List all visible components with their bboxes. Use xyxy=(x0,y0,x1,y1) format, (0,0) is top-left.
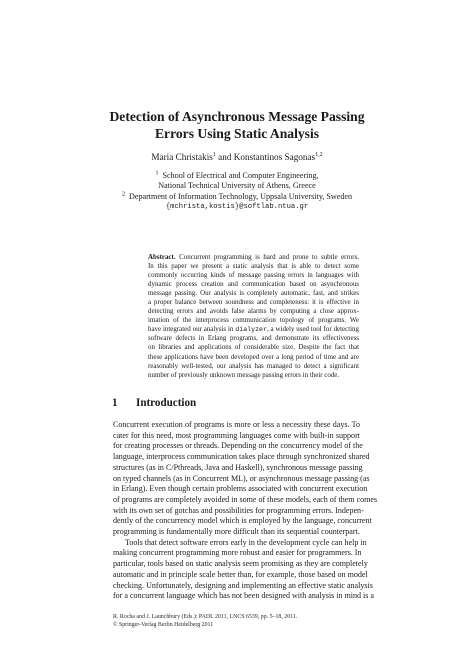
abstract-line: have integrated our analysis in dialyzer, a widely used tool for detecting xyxy=(148,325,359,334)
body-line: programming is fundamentally more difficult than its sequential counterpart. xyxy=(113,527,360,537)
abstract-line: detecting errors and avoids false alarms by computing a close approx- xyxy=(148,307,359,316)
affiliation-1-text-1: School of Electrical and Computer Engineering, xyxy=(162,171,319,180)
section-number: 1 xyxy=(112,397,118,409)
body-line: on typed channels (as in Concurrent ML), or asynchronous message passing (as xyxy=(113,473,370,483)
citation-line: R. Rocha and J. Launchbury (Eds.): PADL 2011, LNCS 6539, pp. 5–18, 2011. xyxy=(113,614,298,620)
abstract-line: number of previously unknown message passing errors in their code. xyxy=(148,370,340,379)
section-heading xyxy=(112,396,196,410)
body-line: automatic and in principle scale better than, for example, those based on model xyxy=(113,569,368,579)
body-line: for creating processes or threads. Depending on the concurrency model of the xyxy=(113,441,363,451)
abstract-line: reasonably well-tested, our analysis has managed to detect a significant xyxy=(148,361,359,370)
body-line: of programs are completely avoided in some of these models, each of them comes xyxy=(113,494,378,504)
affiliation-2-text: Department of Information Technology, Uppsala University, Sweden xyxy=(129,191,353,201)
abstract-line: Abstract. Concurrent programming is hard and prone to subtle errors. xyxy=(148,253,360,261)
body-line: for a concurrent language which has not been designed with analysis in mind is a xyxy=(113,591,375,601)
author-emails: {mchrista,kostis}@softlab.ntua.gr xyxy=(165,203,309,212)
author-1-affil-mark: 1 xyxy=(212,151,216,158)
affiliation-1-line-1 xyxy=(0,171,474,181)
affiliation-2-mark: 2 xyxy=(121,191,125,198)
abstract-line: commonly occurring kinds of message passing errors in languages with xyxy=(148,271,359,280)
section-title: Introduction xyxy=(136,397,197,409)
tool-name-dialyzer: dialyzer xyxy=(235,326,267,334)
abstract-line: imation of the interprocess communication topology of programs. We xyxy=(148,316,359,325)
title-line-2: Errors Using Static Analysis xyxy=(154,126,320,141)
body-line: language, interprocess communication takes place through synchronized shared xyxy=(113,452,370,462)
title-line-1: Detection of Asynchronous Message Passing xyxy=(109,109,365,124)
body-line: Tools that detect software errors early in the development cycle can help in xyxy=(125,537,367,547)
body-text xyxy=(113,420,378,602)
abstract-line: message passing. Our analysis is completely automatic, fast, and strikes xyxy=(148,289,359,298)
affiliation-1-mark: 1 xyxy=(155,170,159,177)
affiliation-1-line-2: National Technical University of Athens, Greece xyxy=(158,181,316,191)
body-line: checking. Unfortunately, designing and implementing an effective static analysis xyxy=(113,580,373,590)
body-line: with its own set of gotchas and possibilities for programming errors. Indepen- xyxy=(113,505,364,515)
authors xyxy=(0,151,474,163)
abstract-label: Abstract. xyxy=(148,253,176,261)
author-2: Konstantinos Sagonas xyxy=(233,152,316,162)
abstract xyxy=(148,253,359,380)
body-line: particular, tools based on static analysis seem promising as they are completely xyxy=(113,559,368,569)
abstract-line: a proper balance between soundness and completeness: it is effective in xyxy=(148,298,359,307)
body-line: in Erlang). Even though certain problems associated with concurrent execution xyxy=(113,484,368,494)
abstract-line: these applications have been developed over a long period of time and are xyxy=(148,352,359,361)
body-line: cater for this need, most programming languages come with built-in support xyxy=(113,430,360,440)
abstract-line: In this paper we present a static analysis that is able to detect some xyxy=(148,262,359,271)
author-2-affil-mark: 1,2 xyxy=(315,151,323,158)
affiliation-2-line-1 xyxy=(0,192,474,202)
author-separator: and xyxy=(215,152,234,162)
abstract-line: on libraries and applications of considerable size. Despite the fact that xyxy=(148,343,359,352)
author-1: Maria Christakis xyxy=(151,152,213,162)
affiliations xyxy=(0,171,474,213)
body-line: structures (as in C/Pthreads, Java and Haskell), synchronous message passing xyxy=(113,462,363,472)
abstract-line: software defects in Erlang programs, and demonstrate its effectiveness xyxy=(148,334,359,343)
paper-title xyxy=(0,108,474,142)
body-line: Concurrent execution of programs is more or less a necessity these days. To xyxy=(113,420,360,429)
copyright-line: © Springer-Verlag Berlin Heidelberg 2011 xyxy=(113,621,214,628)
body-line: dently of the concurrency model which is employed by the language, concurrent xyxy=(113,516,372,526)
body-line: making concurrent programming more robust and easier for programmers. In xyxy=(113,548,362,558)
abstract-line: dynamic process creation and communication based on asynchronous xyxy=(148,280,359,289)
page-footer xyxy=(113,614,297,630)
